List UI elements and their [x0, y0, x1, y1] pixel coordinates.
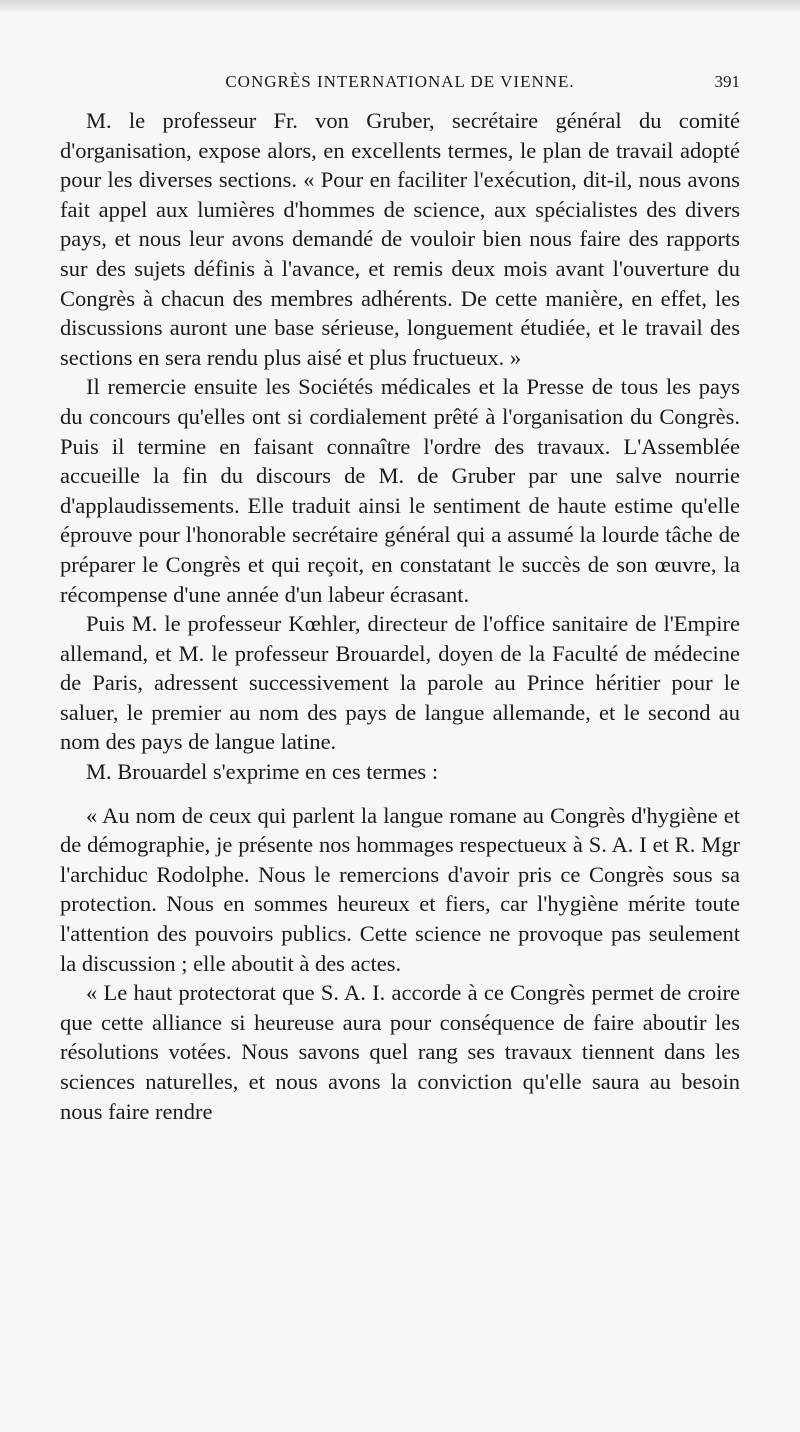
page-number: 391 [714, 72, 740, 91]
paragraph-brouardel-intro: M. Brouardel s'exprime en ces termes : [86, 759, 439, 785]
paragraph-quote-1: « Au nom de ceux qui parlent la langue romane au Congrès d'hygiène et de démographie, je présente nos hommages respectueux à S. A. I et R. Mgr l'archiduc Rodolphe. Nous le remercions d'avoir pris ce Congrès sous sa protection. Nous en sommes heureux et fiers, car l'hygiène mérite toute l'attention des pouvoirs publics. Cette science ne provoque pas seulement la discussion ; elle aboutit à des actes. [60, 802, 740, 976]
page-header [60, 72, 740, 100]
paragraph-thanks: Il remercie ensuite les Sociétés médicales et la Presse de tous les pays du concours qu'elles ont si cordialement prêté à l'organisation du Congrès. Puis il termine en faisant connaître l'ordre des travaux. L'Assemblée accueille la fin du discours de M. de Gruber par une salve nourrie d'applaudissements. Elle traduit ainsi le sentiment de haute estime qu'elle éprouve pour l'honorable secrétaire général qui a assumé la lourde tâche de préparer le Congrès et qui reçoit, en constatant le succès de son œuvre, la récompense d'une année d'un labeur écrasant. [60, 374, 740, 607]
paragraph-koehler-brouardel: Puis M. le professeur Kœhler, directeur de l'office sanitaire de l'Empire allemand, et M. le professeur Brouardel, doyen de la Faculté de médecine de Paris, adressent successivement la parole au Prince héritier pour le saluer, le premier au nom des pays de langue allemande, et le second au nom des pays de langue latine. [60, 611, 740, 755]
paragraph-quote-2: « Le haut protectorat que S. A. I. accorde à ce Congrès permet de croire que cette alliance si heureuse aura pour conséquence de faire aboutir les résolutions votées. Nous savons quel rang ses travaux tiennent dans les sciences naturelles, et nous avons la conviction qu'elle saura au besoin nous faire rendre [60, 980, 740, 1124]
running-title: CONGRÈS INTERNATIONAL DE VIENNE. [225, 72, 575, 91]
paragraph-gruber-speech: M. le professeur Fr. von Gruber, secrétaire général du comité d'organisation, expose alors, en excellents termes, le plan de travail adopté pour les diverses sections. « Pour en faciliter l'exécution, dit-il, nous avons fait appel aux lumières d'hommes de science, aux spécialistes des divers pays, et nous leur avons demandé de vouloir bien nous faire des rapports sur des sujets définis à l'avance, et remis deux mois avant l'ouverture du Congrès à chacun des membres adhérents. De cette manière, en effet, les discussions auront une base sérieuse, longuement étudiée, et le travail des sections en sera rendu plus aisé et plus fructueux. » [60, 108, 740, 370]
body-text [60, 106, 740, 1126]
